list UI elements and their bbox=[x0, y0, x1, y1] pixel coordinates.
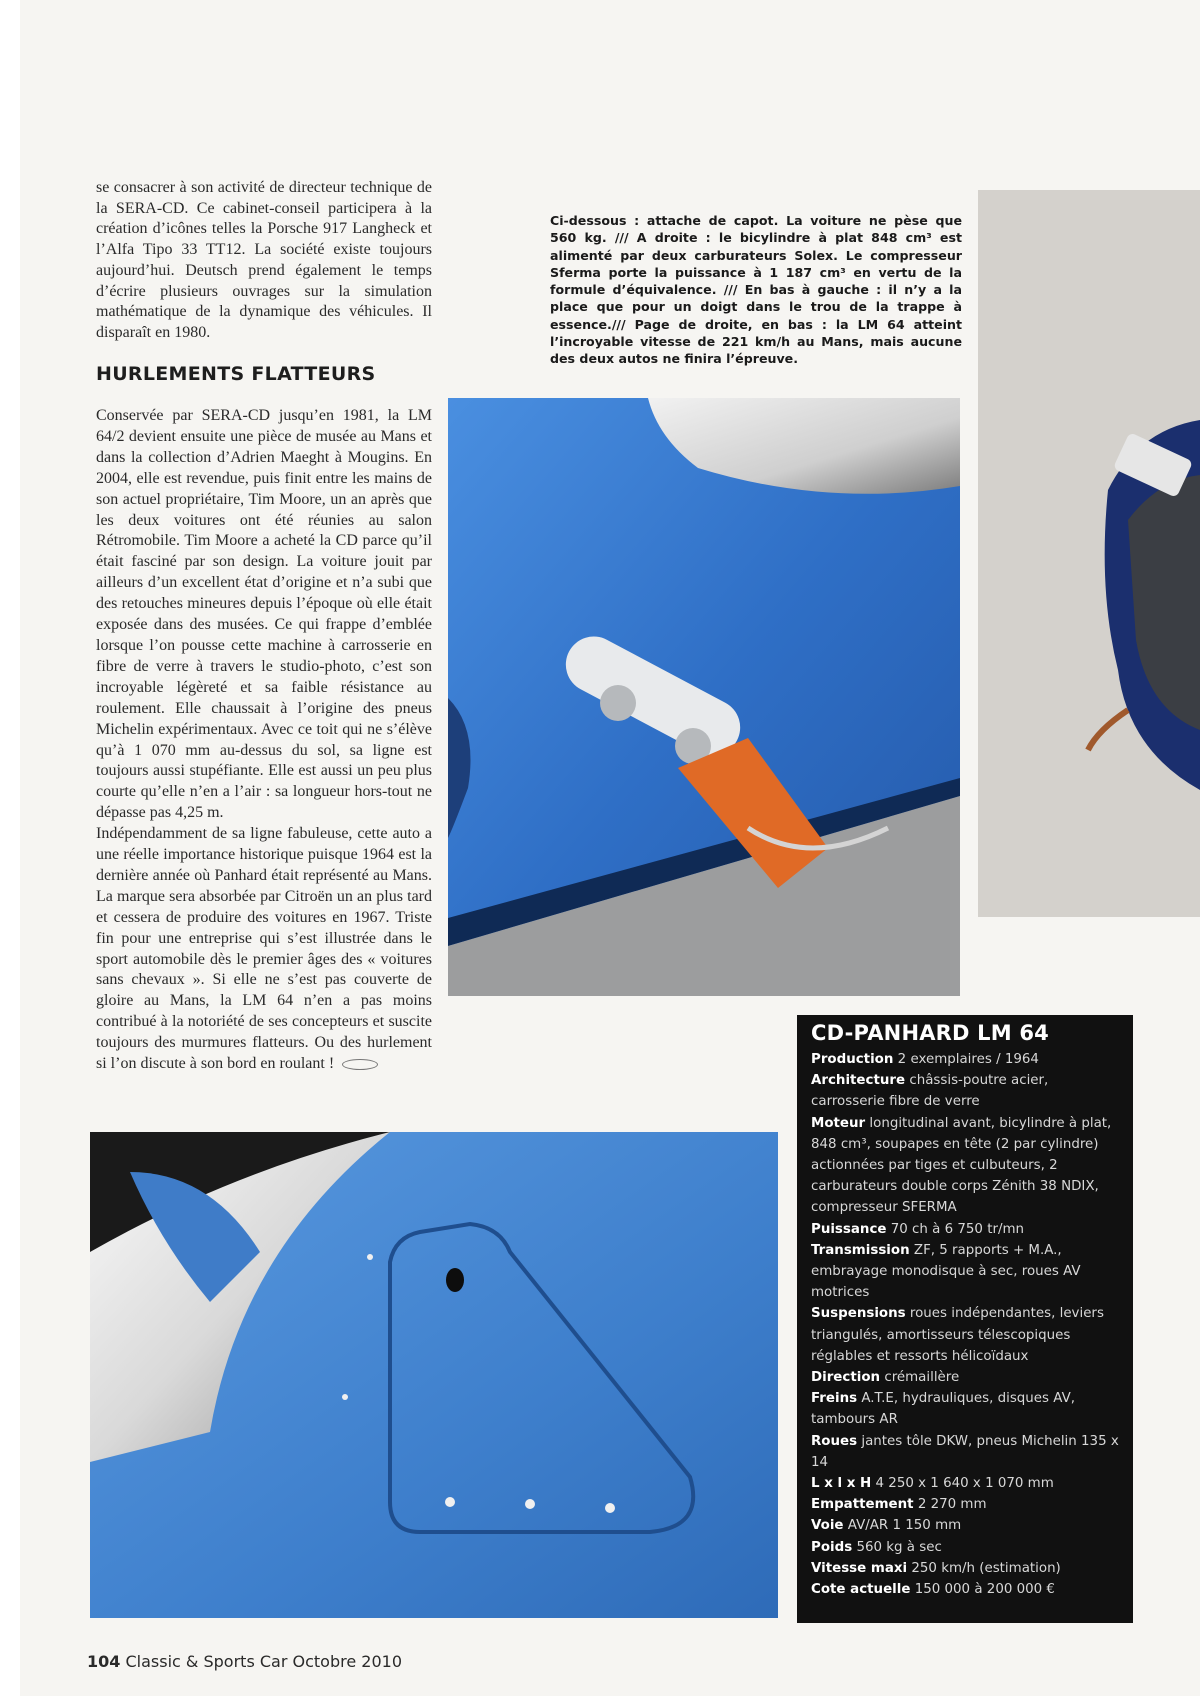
spec-row-direction: Direction crémaillère bbox=[811, 1370, 960, 1386]
intro-paragraph: se consacrer à son activité de directeur technique de la SERA-CD. Ce cabinet-conseil participera à la création d’icônes telles la Porsche 917 Langheck et l’Alfa Tipo 33 TT12. La société existe toujours aujourd’hui. Deutsch prend également le temps d’écrire plusieurs ouvrages sur la simulation mathématique de la dynamique des véhicules. Il disparaît en 1980. bbox=[96, 179, 432, 341]
intro-column bbox=[96, 178, 432, 344]
rivet bbox=[342, 1394, 348, 1400]
spec-row-architecture: Architecture châssis-poutre acier, carrosserie fibre de verre bbox=[811, 1073, 1049, 1110]
spec-row-voie: Voie AV/AR 1 150 mm bbox=[811, 1518, 962, 1534]
body-paragraph-1: Conservée par SERA-CD jusqu’en 1981, la LM 64/2 devient ensuite une pièce de musée au Mans et dans la collection d’Adrien Maeght à Mougins. En 2004, elle est revendue, puis finit entre les mains de son actuel propriétaire, Tim Moore, un an après que les deux voitures ont été réunies au salon Rétromobile. Tim Moore a acheté la CD parce qu’il était fasciné par son design. La voiture jouit par ailleurs d’un excellent état d’origine et n’a subi que des retouches mineures depuis l’époque où elle était exposée dans des musées. Ce qui frappe d’emblée lorsque l’on pousse cette machine à carrosserie en fibre de verre à travers le studio-photo, c’est son incroyable légèreté et sa faible résistance au roulement. Elle chaussait à l’origine des pneus Michelin expérimentaux. Avec ce toit qui ne s’élève qu’à 1 070 mm au-dessus du sol, sa ligne est toujours aussi stupéfiante. Elle est aussi un peu plus courte qu’elle n’en a l’air : sa longueur hors-tout ne dépasse pas 4,25 m. bbox=[96, 407, 432, 822]
fuel-trap-illustration bbox=[90, 1132, 778, 1618]
spec-row-production: Production 2 exemplaires / 1964 bbox=[811, 1052, 1039, 1067]
spec-title: CD-PANHARD LM 64 bbox=[811, 1021, 1049, 1045]
rivet bbox=[605, 1503, 615, 1513]
page-edge bbox=[0, 0, 20, 1696]
magazine-name: Classic & Sports Car bbox=[125, 1652, 288, 1671]
fuel-trap-photo bbox=[90, 1132, 778, 1618]
spec-row-suspensions: Suspensions roues indépendantes, leviers triangulés, amortisseurs télescopiques réglables et ressorts hélicoïdaux bbox=[811, 1306, 1104, 1364]
spec-row-freins: Freins A.T.E, hydrauliques, disques AV, tambours AR bbox=[811, 1391, 1075, 1428]
spec-row-empattement: Empattement 2 270 mm bbox=[811, 1497, 987, 1513]
spec-list bbox=[811, 1049, 1125, 1600]
issue-date: Octobre 2010 bbox=[292, 1652, 402, 1671]
photo-caption: Ci-dessous : attache de capot. La voiture ne pèse que 560 kg. /// A droite : le bicylindre à plat 848 cm³ est alimenté par deux carburateurs Solex. Le compresseur Sferma porte la puissance à 1 187 cm³ en vertu de la formule d’équivalence. /// En bas à gauche : il n’y a la place que pour un doigt dans le trou de la trappe à essence./// Page de droite, en bas : la LM 64 atteint l’incroyable vitesse de 221 km/h au Mans, mais aucune des deux autos ne finira l’épreuve. bbox=[550, 213, 962, 367]
finger-hole bbox=[446, 1268, 464, 1292]
hood-latch-photo bbox=[448, 398, 960, 996]
rivet bbox=[525, 1499, 535, 1509]
spec-row-dimensions: L x l x H 4 250 x 1 640 x 1 070 mm bbox=[811, 1476, 1054, 1492]
section-heading: HURLEMENTS FLATTEURS bbox=[96, 363, 376, 385]
spec-box bbox=[797, 1015, 1133, 1623]
body-column bbox=[96, 406, 432, 1075]
engine-photo bbox=[978, 190, 1200, 917]
page-number: 104 bbox=[87, 1652, 121, 1671]
engine-illustration bbox=[978, 190, 1200, 917]
spec-row-moteur: Moteur longitudinal avant, bicylindre à plat, 848 cm³, soupapes en tête (2 par cylindre) actionnées par tiges et culbuteurs, 2 carburateurs double corps Zénith 38 NDIX, compresseur SFERMA bbox=[811, 1115, 1112, 1216]
page-footer bbox=[87, 1652, 402, 1671]
bolt bbox=[600, 685, 636, 721]
rivet bbox=[445, 1497, 455, 1507]
spec-row-poids: Poids 560 kg à sec bbox=[811, 1539, 942, 1555]
spec-row-vitesse: Vitesse maxi 250 km/h (estimation) bbox=[811, 1560, 1061, 1576]
hood-latch-illustration bbox=[448, 398, 960, 996]
rivet bbox=[367, 1254, 373, 1260]
spec-row-roues: Roues jantes tôle DKW, pneus Michelin 135 x 14 bbox=[811, 1433, 1119, 1470]
spec-row-puissance: Puissance 70 ch à 6 750 tr/mn bbox=[811, 1221, 1024, 1237]
end-of-article-mark bbox=[342, 1059, 378, 1070]
spec-row-transmission: Transmission ZF, 5 rapports + M.A., embrayage monodisque à sec, roues AV motrices bbox=[811, 1242, 1081, 1301]
body-paragraph-2: Indépendamment de sa ligne fabuleuse, cette auto a une réelle importance historique puisque 1964 est la dernière année où Panhard était représenté au Mans. La marque sera absorbée par Citroën un an plus tard et cessera de produire des voitures en 1967. Triste fin pour une entreprise qui s’est illustrée dans le sport automobile dès le premier âges des « voitures sans chevaux ». Si elle ne s’est pas couverte de gloire au Mans, la LM 64 n’en a pas moins contribué à la notoriété de ses concepteurs et suscite toujours des murmures flatteurs. Ou des hurlement si l’on discute à son bord en roulant ! bbox=[96, 825, 432, 1073]
spec-row-cote: Cote actuelle 150 000 à 200 000 € bbox=[811, 1582, 1055, 1598]
